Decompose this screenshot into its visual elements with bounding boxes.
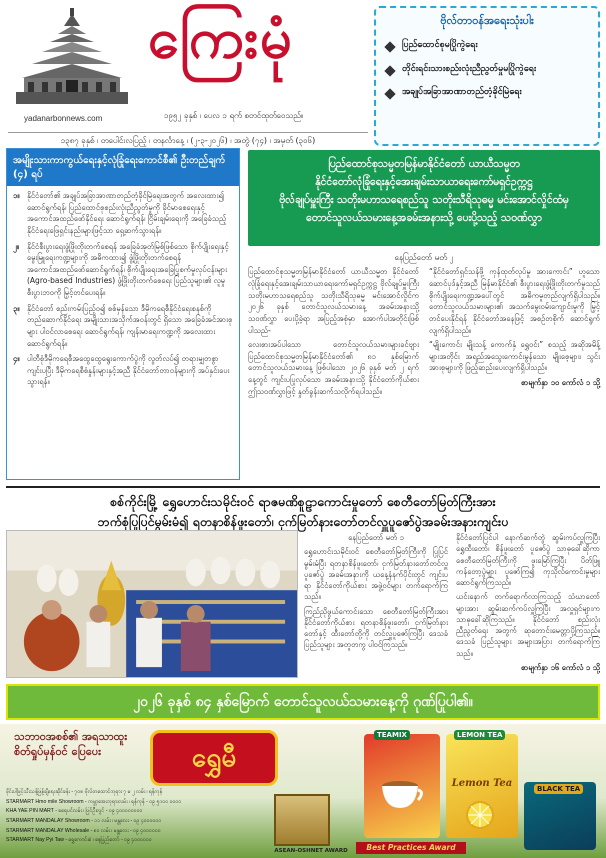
lead-story-body xyxy=(248,252,600,478)
dealer-line: STARMART Hmo mile Showroom - ကမ္ဘာအေးဘုရားလမ်း ၊ ရန်ကုန် - ၀၉ ၅၁၀၀ ၀၀၀၀ xyxy=(6,798,182,805)
slogan-item xyxy=(384,64,590,76)
objectives-heading: အမျိုးသားကာကွယ်ရေးနှင့်လုံခြုံရေးကောင်စီ၏ ဦးတည်ချက် (၄) ရပ် xyxy=(7,149,239,186)
pack-label: BLACK TEA xyxy=(534,784,583,794)
pack-label: LEMON TEA xyxy=(454,730,505,740)
objective-text: ပါတီစုံဒီမိုကရေစီအထွေထွေရွေးကောက်ပွဲကို လွတ်လပ်၍ တရားမျှတစွာ ကျင်းပပြီး ဒီမိုကရေစီစံနှုန်းများနှင့်အညီ နိုင်ငံတော်တာဝန်များကို အပ်နှင်းပေးသွားရန်။ xyxy=(27,354,230,387)
dealer-line: STARMART Nay Pyi Taw - ရွှေကောင်းစံ ၊ နေပြည်တော် - ၀၉ ၄၀၀၀၀၀၀ xyxy=(6,837,152,844)
objective-number: ၂။ xyxy=(13,241,19,251)
lemon-tea-title: Lemon Tea xyxy=(451,778,513,789)
lead-story-col-1 xyxy=(248,266,419,400)
objective-item xyxy=(13,303,233,350)
headline-line: စစ်ကိုင်းမြို့ ရွှေဟောင်းသမိုင်းဝင် ရာဇမဏိစူဠာကောင်းမှုတော် စေတီတော်မြတ်ကြီးအား xyxy=(110,494,496,509)
lead-story-col-2 xyxy=(429,266,600,400)
objective-number: ၄။ xyxy=(13,354,20,364)
ad-tagline: သဘာဝအစစ်၏ အရသာထူး စိတ်ရှုပ်မှန်ဝင် ပြေပေး xyxy=(14,730,128,758)
slogan-text: ပြည်ထောင်စုမပြိုကွဲရေး xyxy=(402,40,478,50)
headline-line: ဗိုလ်ချုပ်မှူးကြီး သတိုးမဟာသရေစည်သူ သတိုးသီရိသုဓမ္မ မင်းအောင်လှိုင်ထံမှ xyxy=(279,193,569,206)
objective-item xyxy=(13,353,233,388)
paragraph: လေးစားအပ်ပါသော တောင်သူလယ်သမားများခင်ဗျား ပြည်ထောင်စုသမ္မတမြန်မာနိုင်ငံတော်၏ ၈၁ နှစ်မြောက် တောင်သူလယ်သမားနေ့ ဖြစ်ပါသော ၂၀၂၆ ခုနှစ် မတ် ၂ ရက်နေ့တွင် ကျင်းပပြုလုပ်သော အခမ်းအနားသို့ နိုင်ငံတော်ကိုယ်စား ဤသဝဏ်လွှာဖြင့် နှုတ်ခွန်းဆက်သလိုက်ရပါသည်။ xyxy=(248,340,419,396)
slogan-heading: ဗိုလ်တာဝန်အရေးသုံးပါး xyxy=(440,14,534,27)
paragraph: နိုင်ငံတော်ပြင်ပါ နောက်ဆက်တွဲ ဆွမ်းကပ်လှူကြပြီး ရွှေထီးတော်၊ စိန်ဖူးတော် ပူဇော်ပွဲ သာဓုခေါ်ဆိုကာ စေတီတော်မြတ်ကြီးကို ဖူးမြော်ကြပြီး ပိတ်ဖြူ ကန်တော့ပွဲများ ပူဇော်ကြ၍ ကုသိုလ်ကောင်းမှုများ ဆောင်ရွက်ကြသည်။ xyxy=(456,533,600,587)
national-causes-box xyxy=(374,6,600,146)
slogan-item xyxy=(384,87,590,99)
byline: နေပြည်တော် မတ် ၁ xyxy=(348,533,404,542)
lead-story-headline[interactable] xyxy=(248,150,600,246)
masthead xyxy=(8,6,368,130)
dealer-line: ဖိုင်းပါဖြင့်သီးသန့်ဖြန့်ချိရေးဆိုင်ခန်း - ၇၀၈ ဗိုလ်တထောင်ဘုရား ၇ မ ၂ လမ်း ၊ ရန်ကုန် xyxy=(6,789,163,795)
dealer-line: STARMART MANDALAY Wholesale - ၈၀ လမ်း ၊ မန္တလေး - ၀၉ ၄၀၀၀၀၀၀ xyxy=(6,827,161,834)
headline-line: ပြည်ထောင်စုသမ္မတမြန်မာနိုင်ငံတော် ယာယီသမ္မတ xyxy=(328,158,520,170)
objectives-list xyxy=(7,186,239,396)
award-title: ASEAN-OSHNET AWARD xyxy=(274,848,348,854)
objective-text: နိုင်ငံတော် စည်းကမ်းပြည့်ဝ၍ စစ်မှန်သော ဒီမိုကရေစီနိုင်ငံရေးစနစ်ကို တည်ဆောက်နိုင်ရေး အမျိုးသားအသိုက်အဝန်းတွင် ရှိသော အခြေခံအင်အားစုများ ပါဝင်လာစေရေး ဆောင်ရွက်ရန်၊ ကျန်းမာရေးကဏ္ဍကို အလေးထားဆောင်ရွက်ရန်။ xyxy=(27,303,233,348)
paragraph: ပြည်ထောင်စုသမ္မတမြန်မာနိုင်ငံတော် ယာယီသမ္မတ နိုင်ငံတော်လုံခြုံရေးနှင့်အေးချမ်းသာယာရေးကော်မရှင်ဥက္ကဋ္ဌ ဗိုလ်ချုပ်မှူးကြီး သတိုးမဟာသရေစည်သူ သတိုးသီရိသုဓမ္မ မင်းအောင်လှိုင်က ၂၀၂၆ ခုနှစ် တောင်သူလယ်သမားနေ့ အခမ်းအနားသို့ သဝဏ်လွှာ ပေးပို့ခဲ့ရာ အပြည့်အစုံမှာ အောက်ပါအတိုင်းဖြစ်ပါသည်- xyxy=(248,267,419,335)
brand-logo: ရွှေမီ xyxy=(150,730,278,786)
dealer-list xyxy=(6,788,296,846)
objective-number: ၁။ xyxy=(13,191,20,200)
lead-story-byline: နေပြည်တော် မတ် ၂ xyxy=(394,253,454,262)
paragraph: ကြည်ညိုဖွယ်ကောင်းသော စေတီတော်မြတ်ကြီးအား နိုင်ငံတော်ကိုယ်စား ရတနာစိန်ဖူးတော်၊ ငှက်မြတ်နားတော်နှင့် ထီးတော်တို့ကို တင်လှူပူဇော်ကြပြီး ဒေသခံ ပြည်သူများ အတူတကွ ပါဝင်ကြသည်။ xyxy=(304,606,448,650)
paragraph: ရွှေဟောင်းသမိုင်းဝင် စေတီတော်မြတ်ကြီးကို ပြုပြင်မွမ်းမံပြီး ရတနာစိန်ဖူးတော်၊ ငှက်မြတ်နားတော်တင်လှူပူဇော်ပွဲ အခမ်းအနားကို ယနေ့နံနက်ပိုင်းတွင် ကျင်းပရာ နိုင်ငံတော်ကိုယ်စား အဖွဲ့ဝင်များ တက်ရောက်ကြသည်။ xyxy=(304,547,448,602)
pagoda-story-body xyxy=(304,532,600,678)
objective-item xyxy=(13,241,233,299)
bullet-diamond-icon xyxy=(384,41,395,52)
pagoda-story-headline[interactable] xyxy=(6,486,600,532)
founded-line: ၁၉၅၂ ခုနှစ် ၊ ပေလ ၁ ရက် စတင်ထုတ်ဝေသည်။ xyxy=(164,111,304,120)
pack-label: TEAMIX xyxy=(374,730,410,740)
pagoda-building-logo xyxy=(12,8,132,108)
headline-line: ဘက်စုံပြုပြင်မွမ်းမံ၍ ရတနာစိန်ဖူးတော်၊ ငှက်မြတ်နားတော်တင်လှူပူဇော်ပွဲအခမ်းအနားကျင်းပ xyxy=(97,514,509,529)
bullet-diamond-icon xyxy=(384,89,395,100)
objectives-column xyxy=(6,148,240,480)
objective-item xyxy=(13,190,233,237)
pagoda-story-col-2 xyxy=(456,532,600,678)
dealer-line: STARMART MANDALAY Showroom - ၁၁ လမ်း ၊ မန္တလေး - ၀၉ ၄၀၀၀၀၀၀ xyxy=(6,817,162,824)
paragraph: “မျိုးကောင်း မျိုးသန့် ကောက်နှံ ရွှေဝင်း” စသည့် အဆိုအမိန့်များအတိုင်း အရည်အသွေးကောင်းမွန်သော မျိုးစေ့များ၊ သွင်းအားစုများကို ဖြည့်ဆည်းပေးလျက်ရှိပါသည်။ xyxy=(429,340,600,373)
objective-number: ၃။ xyxy=(13,303,20,313)
tea-advertisement[interactable] xyxy=(0,724,606,858)
continued-on-page[interactable]: စာမျက်နှာ ၁၆ ကော်လံ ၁ သို့ xyxy=(521,662,600,672)
farmers-day-banner: ၂၀၂၆ ခုနှစ် ၈၄ နှစ်မြောက် တောင်သူလယ်သမားနေ့ကို ဂုဏ်ပြုပါ၏။ xyxy=(6,684,600,720)
paragraph: “နိုင်ငံတော်ရှင်သန်ဖို့ ကုန်ထုတ်လုပ်မှု အားကောင်း” ဟူသော ဆောင်ပုဒ်နှင့်အညီ မြန်မာနိုင်ငံ၏ စီးပွားရေးဖွံ့ဖြိုးတိုးတက်မှုသည် စိုက်ပျိုးရေးကဏ္ဍအပေါ်တွင် အဓိကမူတည်လျက်ရှိပါသည်။ တောင်သူလယ်သမားများ၏ အသက်မွေးဝမ်းကျောင်းမှုကို မြှင့်တင်ပေးနိုင်ရန် နိုင်ငံတော်အနေဖြင့် အစဉ်တစိုက် ဆောင်ရွက်လျက်ရှိပါသည်။ xyxy=(429,267,600,335)
headline-line: တောင်သူလယ်သမားနေ့အခမ်းအနားသို့ ပေးပို့သည့် သဝဏ်လွှာ xyxy=(306,211,542,224)
award-plaque-icon xyxy=(274,794,330,846)
paragraph: ယင်းနောက် တက်ရောက်လာကြသည့် သံဃာတော်များအား ဆွမ်းဆက်ကပ်လှူကြပြီး အလှူရှင်များက သာဓုခေါ်ဆိုကြသည်။ နိုင်ငံတော် စည်းလုံးညီညွတ်ရေး အတွက် ဆုတောင်းမေတ္တာပို့ကြသည်။ ဒေသခံ ပြည်သူများ အများအပြား တက်ရောက်ကြသည်။ xyxy=(456,592,600,658)
slogan-item xyxy=(384,40,590,52)
lemon-slice-icon xyxy=(462,800,498,830)
continued-on-page[interactable]: စာမျက်နှာ ၁၀ ကော်လံ ၁ သို့ xyxy=(521,378,600,388)
issue-dateline: ၁၃၈၇ ခုနှစ် ၊ တပေါင်းလပြည့် ၊ တနင်္လာနေ့ ၊ (၂-၃-၂၀၂၆) ၊ အတွဲ (၇၄) ၊ အမှတ် (၃၀၆) xyxy=(8,132,368,147)
newspaper-title: ကြေးမုံ xyxy=(148,6,294,71)
best-practices-badge: Best Practices Award xyxy=(356,842,466,854)
ceremony-photo xyxy=(6,530,298,678)
slogan-text: အချုပ်အခြာအာဏာတည်တံ့ခိုင်မြဲရေး xyxy=(402,87,522,98)
site-url[interactable]: yadanarbonnews.com xyxy=(24,114,103,123)
tea-cup-icon xyxy=(378,776,426,812)
slogan-text: တိုင်းရင်းသားစည်းလုံးညီညွတ်မှုမပြိုကွဲရေး xyxy=(402,63,537,74)
headline-line: နိုင်ငံတော်လုံခြုံရေးနှင့်အေးချမ်းသာယာရေးကော်မရှင်ဥက္ကဋ္ဌ xyxy=(315,175,533,188)
bullet-diamond-icon xyxy=(384,65,395,76)
objective-text: နိုင်ငံစီးပွားရေးဖွံ့ဖြိုးတိုးတက်စေရန် အခြေခံအုတ်မြစ်ဖြစ်သော စိုက်ပျိုးရေးနှင့် မွေးမြူရေးကဏ္ဍများကို အဓိကထား၍ ဖွံ့ဖြိုးတိုးတက်စေရန် အကောင်အထည်ဖော်ဆောင်ရွက်ရန်၊ စိုက်ပျိုးရေးအခြေပြုစက်မှုလုပ်ငန်းများ (Agro-based Industries) ဖွံ့ဖြိုးတိုးတက်စေရေး ပြည်သူများ၏ လူမှုစီးပွားဘဝကို မြှင့်တင်ပေးရန်။ xyxy=(27,241,229,297)
objective-text: နိုင်ငံတော်၏ အချုပ်အခြာအာဏာတည်တံ့ခိုင်မြဲရေးအတွက် အလေးထား၍ ဆောင်ရွက်ရန်၊ ပြည်ထောင်စုစည်းလုံးညီညွတ်မှုကို ခိုင်မာစေရေးနှင့် အကောင်အထည်ဖော်နိုင်ရေး ဆောင်ရွက်ရန်၊ ငြိမ်းချမ်းရေးကို အခြေခံသည့် နိုင်ငံရေးဖြေရှင်းနည်းများဖြင့်သာ ရှေ့ဆက်သွားရန်။ xyxy=(27,191,227,235)
pagoda-story-col-1 xyxy=(304,532,448,678)
dealer-line: KHA YAE PIN MART - ခရေပင်လမ်း ၊ ပြင်ဦးလွင် - ၀၉ ၄၀၀၀၀၀၀၀၀ xyxy=(6,808,143,815)
